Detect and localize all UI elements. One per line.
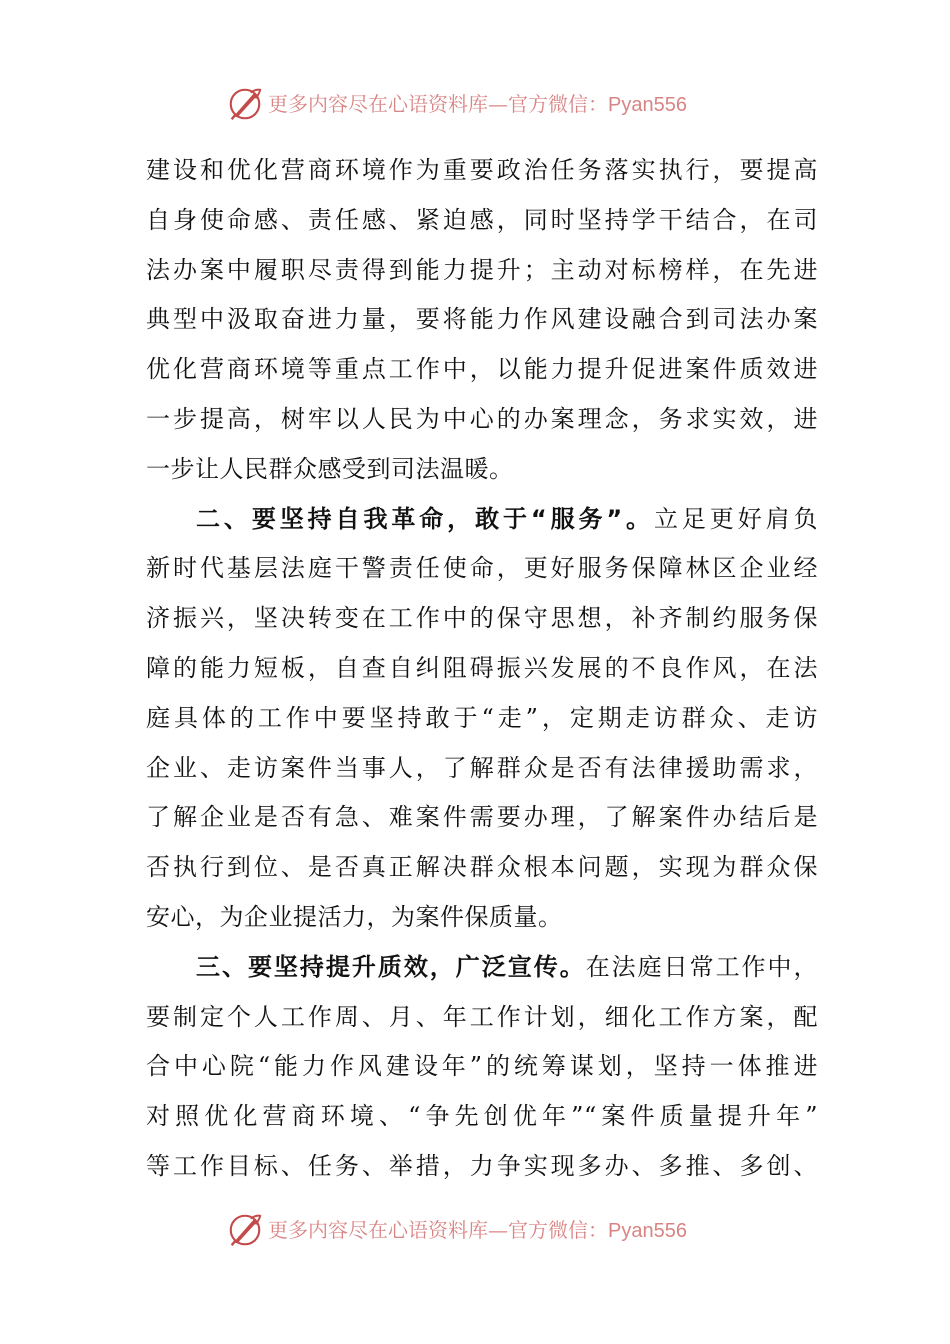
text-line: 济振兴，坚决转变在工作中的保守思想，补齐制约服务保 [146, 604, 818, 633]
text-line: 合中心院“能力作风建设年”的统筹谋划，坚持一体推进 [146, 1052, 818, 1081]
watermark-wechat-id: Pyan556 [608, 1219, 687, 1242]
text-line: 典型中汲取奋进力量，要将能力作风建设融合到司法办案 [146, 305, 818, 334]
text-line [146, 943, 818, 993]
quill-logo-icon [226, 1211, 264, 1249]
text-line: 一步提高，树牢以人民为中心的办案理念，务求实效，进 [146, 404, 818, 433]
text-line: 要制定个人工作周、月、年工作计划，细化工作方案，配 [146, 1002, 818, 1031]
watermark-main-text: 更多内容尽在心语资料库 [268, 91, 488, 116]
header-watermark [226, 84, 746, 124]
text-line: 对照优化营商环境、“争先创优年”“案件质量提升年” [146, 1102, 818, 1131]
watermark-official-label: 官方微信： [508, 1217, 608, 1242]
text-line: 新时代基层法庭干警责任使命，更好服务保障林区企业经 [146, 554, 818, 583]
text-span: 在法庭日常工作中， [585, 952, 819, 981]
quill-logo-icon [226, 85, 264, 123]
text-line: 自身使命感、责任感、紧迫感，同时坚持学干结合，在司 [146, 205, 818, 234]
text-line: 企业、走访案件当事人，了解群众是否有法律援助需求， [146, 753, 818, 782]
watermark-main-text: 更多内容尽在心语资料库 [268, 1217, 488, 1242]
paragraph-2 [146, 495, 818, 943]
section-heading-3: 三、要坚持提升质效，广泛宣传。 [196, 952, 586, 981]
text-line: 法办案中履职尽责得到能力提升；主动对标榜样，在先进 [146, 255, 818, 284]
text-line: 建设和优化营商环境作为重要政治任务落实执行，要提高 [146, 156, 818, 184]
text-line: 了解企业是否有急、难案件需要办理，了解案件办结后是 [146, 803, 818, 832]
paragraph-3 [146, 943, 818, 1192]
watermark-text [268, 1210, 687, 1251]
document-body [146, 146, 818, 1192]
section-heading-2: 二、要坚持自我革命，敢于“服务”。 [196, 504, 654, 533]
watermark-official-label: 官方微信： [508, 91, 608, 116]
text-span: 立足更好肩负 [653, 504, 819, 533]
watermark-wechat-id: Pyan556 [608, 93, 687, 116]
text-line [146, 495, 818, 545]
text-line: 庭具体的工作中要坚持敢于“走”，定期走访群众、走访 [146, 703, 818, 732]
footer-watermark [226, 1210, 746, 1250]
text-line: 否执行到位、是否真正解决群众根本问题，实现为群众保 [146, 853, 818, 882]
text-line: 障的能力短板，自查自纠阻碍振兴发展的不良作风，在法 [146, 653, 818, 682]
text-line: 安心，为企业提活力，为案件保质量。 [146, 902, 563, 931]
text-line: 优化营商环境等重点工作中，以能力提升促进案件质效进 [146, 355, 818, 384]
watermark-dash: — [488, 91, 508, 116]
text-line: 一步让人民群众感受到司法温暖。 [146, 454, 514, 483]
paragraph-1 [146, 146, 818, 495]
watermark-dash: — [488, 1217, 508, 1242]
text-line: 等工作目标、任务、举措，力争实现多办、多推、多创、 [146, 1151, 818, 1180]
watermark-text [268, 84, 687, 125]
